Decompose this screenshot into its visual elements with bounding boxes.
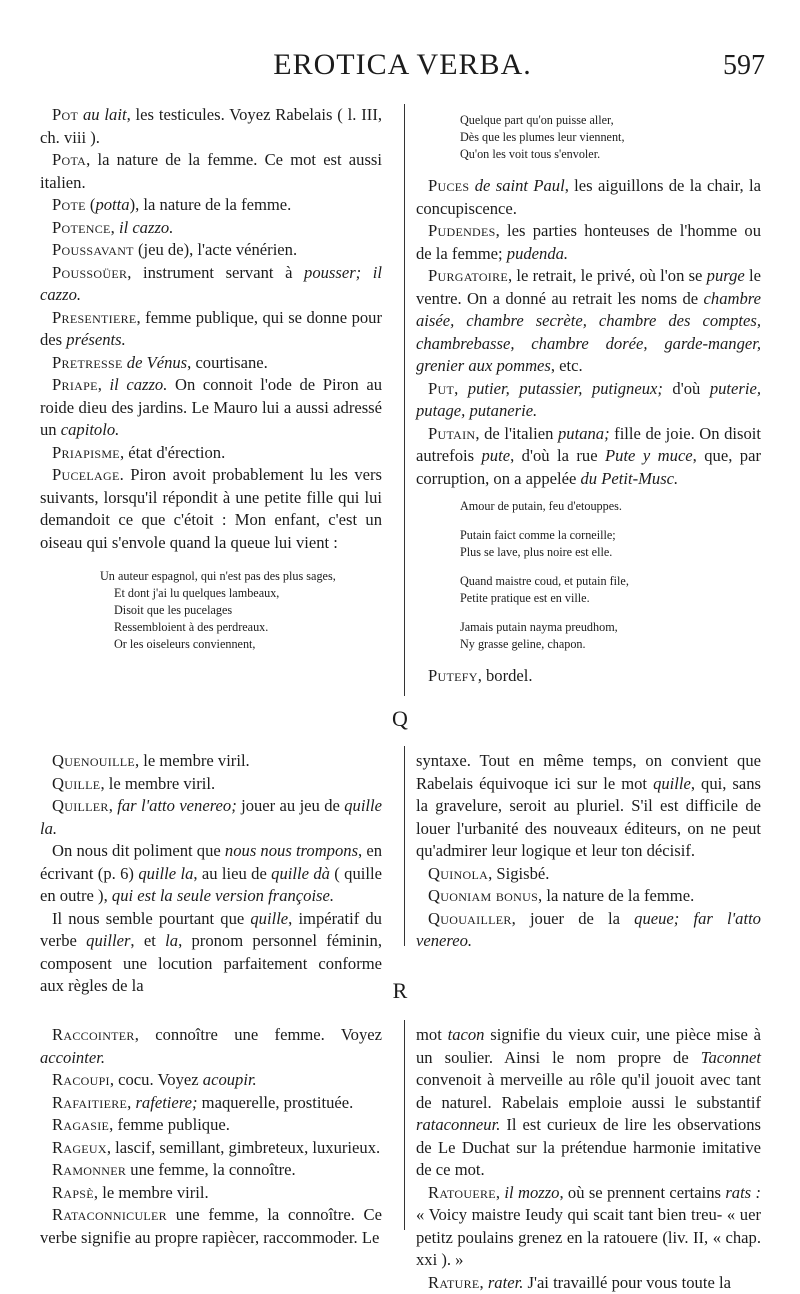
entry-text: , état d'érection.	[120, 443, 225, 462]
entry-italic-text: capitolo.	[61, 420, 120, 439]
entry-text: ), la nature de la femme.	[130, 195, 292, 214]
entry-term: Quoniam bonus	[428, 886, 538, 905]
entry-term: Pote	[52, 195, 86, 214]
dictionary-entry	[416, 908, 761, 953]
entry-text: ,	[496, 1183, 504, 1202]
entry-text: ,	[109, 796, 118, 815]
section-heading-r: R	[0, 978, 800, 1004]
page-number: 597	[723, 50, 765, 82]
entry-italic-text: quille	[653, 774, 691, 793]
entry-italic-text: putier, putassier, putigneux;	[468, 379, 663, 398]
entry-text: Il est curieux de lire les observations de Le Duchat sur la prétendue harmonie imitative de ce mot.	[416, 1115, 761, 1179]
entry-term: Pota	[52, 150, 86, 169]
dictionary-entry	[416, 750, 761, 863]
entry-text: Il nous semble pourtant que	[52, 909, 250, 928]
entry-italic-text: accointer.	[40, 1048, 105, 1067]
verse-line: Or les oiseleurs conviennent,	[100, 636, 382, 653]
entry-italic-text: du Petit-Musc.	[581, 469, 679, 488]
dictionary-entry	[40, 149, 382, 194]
entry-italic-text: de Vénus	[127, 353, 187, 372]
section-r-right-column	[416, 1024, 761, 1294]
entry-term: Ratouere	[428, 1183, 496, 1202]
entry-text: fille de joie. On disoit autrefois	[416, 424, 761, 466]
entry-term: Priape	[52, 375, 98, 394]
entry-text: ,	[454, 379, 468, 398]
verse-block	[416, 619, 761, 653]
entry-text: « Voicy maistre Ieudy qui scait tant bien treu- « uer petitz poulains grenez en la ratouere (liv. II, « chap. xxi ). »	[416, 1205, 761, 1269]
verse-block	[416, 112, 761, 163]
entry-text: , de l'italien	[475, 424, 558, 443]
entry-text: J'ai travaillé pour vous toute la	[523, 1273, 731, 1292]
dictionary-entry	[40, 1092, 382, 1115]
entry-italic-text: qui est la seule version françoise.	[112, 886, 334, 905]
section-q-right-column	[416, 750, 761, 953]
verse-line: Et dont j'ai lu quelques lambeaux,	[100, 585, 382, 602]
entry-text: , la nature de la femme.	[538, 886, 694, 905]
entry-text: ,	[111, 218, 119, 237]
entry-italic-text: rats :	[725, 1183, 761, 1202]
entry-italic-text: au lait	[83, 105, 127, 124]
entry-italic-text: rater.	[488, 1273, 524, 1292]
dictionary-entry	[40, 750, 382, 773]
entry-text: , d'où la rue	[510, 446, 605, 465]
entry-italic-text: pousser; il cazzo.	[40, 263, 382, 305]
entry-text: convenoit à merveille au rôle qu'il jouoit avec tant de naturel. Rabelais emploie aussi le substantif	[416, 1070, 761, 1112]
page-header	[40, 48, 765, 88]
dictionary-entry	[40, 1159, 382, 1182]
verse-block	[416, 573, 761, 607]
entry-text: , le retrait, le privé, où l'on se	[508, 266, 707, 285]
verse-line: Plus se lave, plus noire est elle.	[460, 544, 761, 561]
dictionary-entry	[416, 265, 761, 378]
dictionary-entry	[40, 262, 382, 307]
dictionary-entry	[40, 307, 382, 352]
entry-italic-text: quiller	[86, 931, 130, 950]
entry-text: , le membre viril.	[100, 774, 215, 793]
dictionary-entry	[40, 194, 382, 217]
entry-text: maquerelle, prostituée.	[198, 1093, 354, 1112]
dictionary-entry	[416, 378, 761, 423]
entry-term: Rataconniculer	[52, 1205, 167, 1224]
dictionary-entry	[40, 1069, 382, 1092]
entry-term: Quouailler	[428, 909, 512, 928]
entry-italic-text: Taconnet	[701, 1048, 761, 1067]
entry-text: , instrument servant à	[127, 263, 304, 282]
entry-italic-text: il cazzo.	[119, 218, 173, 237]
entry-text: signifie du vieux cuir, une pièce mise à un soulier. Ainsi le nom propre de	[416, 1025, 761, 1067]
entry-text: On nous dit poliment que	[52, 841, 225, 860]
verse-block	[416, 527, 761, 561]
entry-text: (	[86, 195, 96, 214]
dictionary-entry	[416, 423, 761, 491]
dictionary-entry	[416, 1024, 761, 1182]
dictionary-entry	[416, 1182, 761, 1272]
entry-italic-text: putana;	[558, 424, 610, 443]
entry-term: Quinola	[428, 864, 488, 883]
entry-text: , au lieu de	[193, 864, 271, 883]
entry-text: une femme, la connoître.	[126, 1160, 296, 1179]
entry-term: Putain	[428, 424, 475, 443]
section-heading-q: Q	[0, 706, 800, 732]
entry-text: , que, par corruption, on a appelée	[416, 446, 761, 488]
entry-text: ,	[98, 375, 110, 394]
verse-line: Amour de putain, feu d'etouppes.	[460, 498, 761, 515]
entry-term: Pretresse	[52, 353, 123, 372]
verse-line: Petite pratique est en ville.	[460, 590, 761, 607]
entry-term: Purgatoire	[428, 266, 508, 285]
column-divider-r	[404, 1020, 405, 1230]
section-p-left-column	[40, 104, 382, 663]
entry-text: ,	[480, 1273, 488, 1292]
verse-line: Qu'on les voit tous s'envoler.	[460, 146, 761, 163]
entry-italic-text: tacon	[448, 1025, 485, 1044]
entry-term: Quille	[52, 774, 100, 793]
dictionary-entry	[40, 1182, 382, 1205]
dictionary-entry	[416, 665, 761, 688]
entry-text: , femme publique.	[109, 1115, 230, 1134]
entry-italic-text: chambre aisée, chambre secrète, chambre des comptes, chambrebasse, chambre dorée, garde-manger, grenier aux pommes	[416, 289, 761, 376]
entry-text: une femme, la connoître. Ce verbe signifie au propre rapiècer, raccommoder. Le	[40, 1205, 382, 1247]
entry-term: Put	[428, 379, 454, 398]
dictionary-entry	[40, 773, 382, 796]
verse-line: Ressembloient à des perdreaux.	[100, 619, 382, 636]
entry-text: , où se prennent certains	[559, 1183, 725, 1202]
entry-text: , les testicules. Voyez Rabelais ( l. III, ch. viii ).	[40, 105, 382, 147]
entry-italic-text: il cazzo.	[109, 375, 167, 394]
dictionary-entry	[40, 352, 382, 375]
entry-text: ( quille en outre ),	[40, 864, 382, 906]
entry-text: , etc.	[551, 356, 583, 375]
dictionary-entry	[416, 1272, 761, 1294]
entry-text: (jeu de), l'acte vénérien.	[134, 240, 297, 259]
entry-text: , le membre viril.	[94, 1183, 209, 1202]
entry-text: , les parties honteuses de l'homme ou de la femme;	[416, 221, 761, 263]
entry-text: , connoître une femme. Voyez	[135, 1025, 382, 1044]
entry-italic-text: il mozzo	[504, 1183, 559, 1202]
entry-italic-text: acoupir.	[203, 1070, 257, 1089]
entry-italic-text: présents.	[66, 330, 125, 349]
dictionary-entry	[40, 795, 382, 840]
entry-term: Quenouille	[52, 751, 135, 770]
entry-italic-text: pudenda.	[507, 244, 568, 263]
entry-text: , pronom personnel féminin, composent une locution parfaitement conforme aux règles de la	[40, 931, 382, 995]
entry-text: , Sigisbé.	[488, 864, 549, 883]
dictionary-entry	[40, 239, 382, 262]
entry-text: syntaxe. Tout en même temps, on convient que Rabelais équivoque ici sur le mot	[416, 751, 761, 793]
dictionary-entry	[416, 175, 761, 220]
entry-term: Potence	[52, 218, 111, 237]
entry-italic-text: potta	[95, 195, 129, 214]
entry-text: mot	[416, 1025, 448, 1044]
verse-block	[416, 498, 761, 515]
entry-italic-text: queue; far l'atto venereo.	[416, 909, 761, 951]
dictionary-entry	[416, 885, 761, 908]
entry-term: Quiller	[52, 796, 109, 815]
dictionary-entry	[40, 1114, 382, 1137]
dictionary-entry	[40, 374, 382, 442]
verse-line: Ny grasse geline, chapon.	[460, 636, 761, 653]
entry-italic-text: rafetiere;	[135, 1093, 197, 1112]
section-q-left-column	[40, 750, 382, 998]
verse-block	[40, 568, 382, 653]
dictionary-entry	[40, 840, 382, 908]
entry-text: , jouer de la	[512, 909, 635, 928]
entry-italic-text: far l'atto venereo;	[117, 796, 236, 815]
entry-text: , les aiguillons de la chair, la concupiscence.	[416, 176, 761, 218]
verse-line: Putain faict comme la corneille;	[460, 527, 761, 544]
entry-text: , en écrivant (p. 6)	[40, 841, 382, 883]
dictionary-entry	[40, 1137, 382, 1160]
entry-term: Presentiere	[52, 308, 137, 327]
entry-term: Pucelage	[52, 465, 120, 484]
entry-italic-text: nous nous trompons	[225, 841, 358, 860]
entry-text: , qui, sans la gravelure, seroit au pluriel. S'il est difficile de louer l'urbanité des nouveaux éditeurs, on ne peut qu'admirer leur logique et leur ton décisif.	[416, 774, 761, 861]
verse-line: Dès que les plumes leur viennent,	[460, 129, 761, 146]
entry-term: Ramonner	[52, 1160, 126, 1179]
entry-text: d'où	[663, 379, 710, 398]
entry-term: Pudendes	[428, 221, 496, 240]
entry-text: , le membre viril.	[135, 751, 250, 770]
entry-text: , bordel.	[478, 666, 533, 685]
entry-text: , femme publique, qui se donne pour des	[40, 308, 382, 350]
entry-italic-text: pute	[482, 446, 511, 465]
section-r-left-column	[40, 1024, 382, 1249]
entry-term: Puces	[428, 176, 469, 195]
entry-text: jouer au jeu de	[237, 796, 344, 815]
dictionary-entry	[40, 464, 382, 554]
dictionary-entry	[40, 442, 382, 465]
entry-italic-text: purge	[707, 266, 745, 285]
entry-term: Putefy	[428, 666, 478, 685]
entry-italic-text: la	[165, 931, 178, 950]
dictionary-entry	[416, 220, 761, 265]
entry-italic-text: quille	[250, 909, 288, 928]
dictionary-entry	[40, 217, 382, 240]
entry-term: Pot	[52, 105, 78, 124]
entry-term: Poussavant	[52, 240, 134, 259]
entry-text: ,	[127, 1093, 135, 1112]
entry-text: . Piron avoit probablement lu les vers suivants, lorsqu'il répondit à une petite fille qui lui demandoit ce que c'étoit : Mon enfant, c'est un oiseau qui s'envole quand la queue lui vient :	[40, 465, 382, 552]
dictionary-entry	[40, 1204, 382, 1249]
dictionary-entry	[416, 863, 761, 886]
running-title: EROTICA VERBA.	[40, 48, 765, 82]
entry-text: , lascif, semillant, gimbreteux, luxurieux.	[107, 1138, 380, 1157]
entry-text: , impératif du verbe	[40, 909, 382, 951]
entry-text: , et	[130, 931, 165, 950]
entry-italic-text: de saint Paul	[475, 176, 565, 195]
entry-term: Rapsè	[52, 1183, 94, 1202]
entry-italic-text: Pute y muce	[605, 446, 693, 465]
entry-italic-text: rataconneur.	[416, 1115, 500, 1134]
entry-text: On connoit l'ode de Piron au roide dieu des jardins. Le Mauro lui a aussi adressé un	[40, 375, 382, 439]
entry-term: Priapisme	[52, 443, 120, 462]
verse-line: Quand maistre coud, et putain file,	[460, 573, 761, 590]
entry-term: Rageux	[52, 1138, 107, 1157]
entry-text: , cocu. Voyez	[110, 1070, 203, 1089]
verse-line: Disoit que les pucelages	[100, 602, 382, 619]
verse-line: Quelque part qu'on puisse aller,	[460, 112, 761, 129]
verse-line: Un auteur espagnol, qui n'est pas des plus sages,	[100, 568, 382, 585]
dictionary-entry	[40, 104, 382, 149]
entry-italic-text: quille la.	[40, 796, 382, 838]
entry-italic-text: quille la	[138, 864, 193, 883]
entry-term: Rafaitiere	[52, 1093, 127, 1112]
section-p-right-column	[416, 104, 761, 688]
entry-term: Raccointer	[52, 1025, 135, 1044]
entry-text: , courtisane.	[187, 353, 268, 372]
entry-term: Ragasie	[52, 1115, 109, 1134]
entry-italic-text: quille dà	[271, 864, 330, 883]
column-divider-p	[404, 104, 405, 696]
entry-term: Poussoüer	[52, 263, 127, 282]
entry-text: , la nature de la femme. Ce mot est aussi italien.	[40, 150, 382, 192]
entry-italic-text: puterie, putage, putanerie.	[416, 379, 761, 421]
verse-line: Jamais putain nayma preudhom,	[460, 619, 761, 636]
entry-text: le ventre. On a donné au retrait les noms de	[416, 266, 761, 308]
dictionary-entry	[40, 1024, 382, 1069]
column-divider-q	[404, 746, 405, 946]
entry-term: Rature	[428, 1273, 480, 1292]
entry-term: Racoupi	[52, 1070, 110, 1089]
